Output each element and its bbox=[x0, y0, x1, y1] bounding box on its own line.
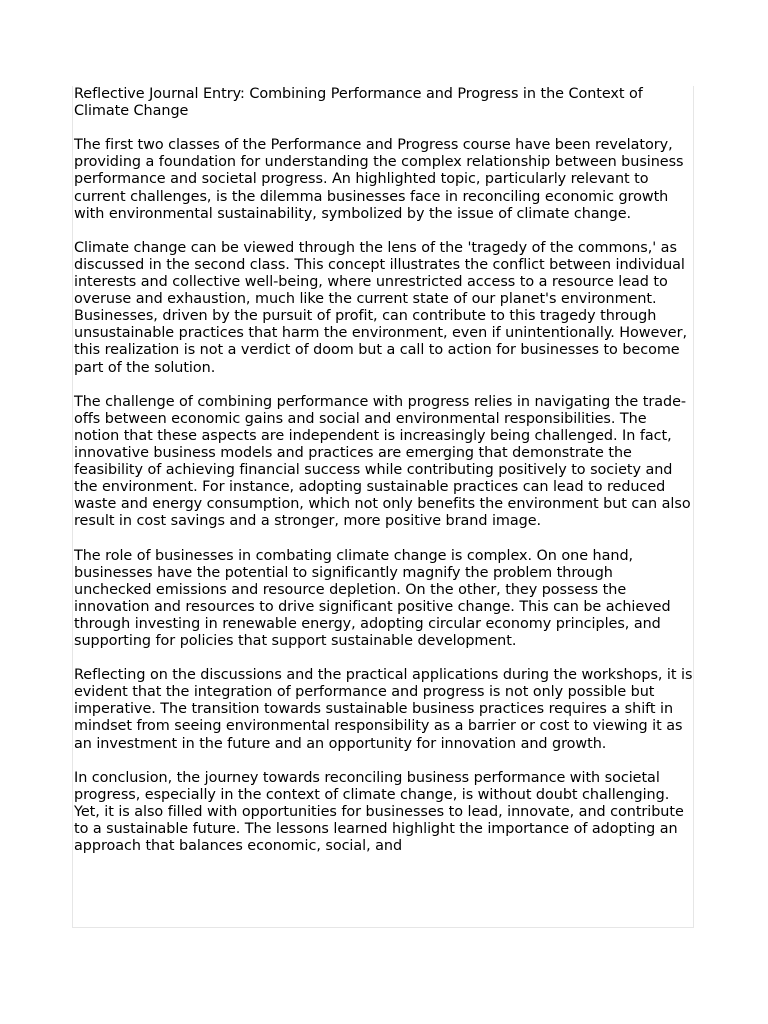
paragraph-reflection: Reflecting on the discussions and the practical applications during the workshops, it is evident that the integration of performance and progress is not only possible but imperative. The transition towards sustainable business practices requires a shift in mindset from seeing environmental responsibility as a barrier or cost to viewing it as an investment in the future and an opportunity for innovation and growth. bbox=[74, 667, 693, 752]
document-title: Reflective Journal Entry: Combining Performance and Progress in the Context of Climate Change bbox=[74, 86, 643, 120]
paragraph-conclusion: In conclusion, the journey towards reconciling business performance with societal progress, especially in the context of climate change, is without doubt challenging. Yet, it is also filled with opportunities for businesses to lead, innovate, and contribute to a sustainable future. The lessons learned highlight the importance of adopting an approach that balances economic, social, and bbox=[74, 769, 684, 855]
paragraph-tragedy-of-commons: Climate change can be viewed through the lens of the 'tragedy of the commons,' as discussed in the second class. This concept illustrates the conflict between individual interests and collective well-being, where unrestricted access to a resource lead to overuse and exhaustion, much like the current state of our planet's environment. Businesses, driven by the pursuit of profit, can contribute to this tragedy through unsustainable practices that harm the environment, even if unintentionally. However, this realization is not a verdict of doom but a call to action for businesses to become part of the solution. bbox=[74, 239, 687, 376]
paragraph-intro: The first two classes of the Performance and Progress course have been revelatory, providing a foundation for understanding the complex relationship between business performance and societal progress. An highlighted topic, particularly relevant to current challenges, is the dilemma businesses face in reconciling economic growth with environmental sustainability, symbolized by the issue of climate change. bbox=[74, 137, 684, 222]
document-content bbox=[73, 86, 693, 855]
paragraph-role-of-businesses: The role of businesses in combating climate change is complex. On one hand, businesses have the potential to significantly magnify the problem through unchecked emissions and resource depletion. On the other, they possess the innovation and resources to drive significant positive change. This can be achieved through investing in renewable energy, adopting circular economy principles, and supporting for policies that support sustainable development. bbox=[74, 547, 671, 649]
paragraph-combining-challenge: The challenge of combining performance with progress relies in navigating the trade-offs between economic gains and social and environmental responsibilities. The notion that these aspects are independent is increasingly being challenged. In fact, innovative business models and practices are emerging that demonstrate the feasibility of achieving financial success while contributing positively to society and the environment. For instance, adopting sustainable practices can lead to reduced waste and energy consumption, which not only benefits the environment but can also result in cost savings and a stronger, more positive brand image. bbox=[74, 393, 691, 530]
document-page bbox=[72, 86, 694, 928]
